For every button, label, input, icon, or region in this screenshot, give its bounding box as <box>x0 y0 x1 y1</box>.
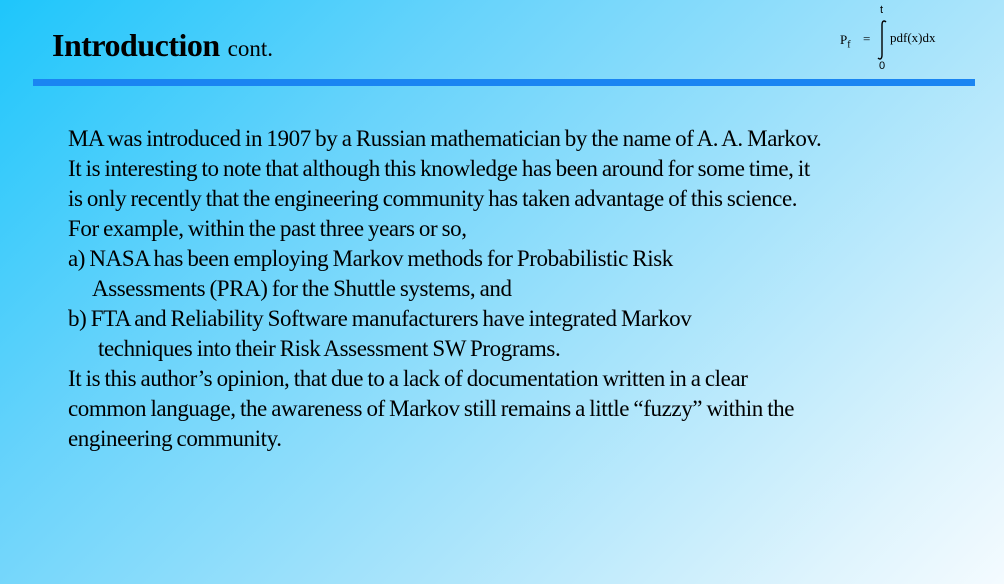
formula-upper-limit: t <box>880 4 884 16</box>
formula-lhs-symbol: P <box>840 32 848 47</box>
slide-title-main: Introduction <box>52 27 220 63</box>
title-divider <box>33 79 975 86</box>
body-line: For example, within the past three years or so, <box>68 216 467 241</box>
body-line: It is interesting to note that although this knowledge has been around for some time, it <box>68 156 810 181</box>
list-item-a: a) NASA has been employing Markov methods for Probabilistic Risk <box>68 246 673 271</box>
formula-integrand: pdf(x)dx <box>890 30 936 45</box>
list-item-b-continuation: techniques into their Risk Assessment SW Programs. <box>98 336 561 361</box>
formula-lower-limit: 0 <box>879 60 886 72</box>
slide-title-suffix: cont. <box>227 36 274 61</box>
body-line: is only recently that the engineering community has taken advantage of this science. <box>68 186 798 211</box>
body-line: MA was introduced in 1907 by a Russian mathematician by the name of A. A. Markov. <box>68 126 822 151</box>
slide-body <box>68 124 968 454</box>
formula-lhs <box>840 32 851 51</box>
probability-formula <box>838 4 968 78</box>
list-item-a-continuation: Assessments (PRA) for the Shuttle systems, and <box>92 276 512 301</box>
body-line: It is this author’s opinion, that due to a lack of documentation written in a clear <box>68 366 748 391</box>
body-line: common language, the awareness of Markov still remains a little “fuzzy” within the <box>68 396 795 421</box>
formula-lhs-subscript: f <box>847 39 851 51</box>
integral-sign-icon <box>875 19 889 61</box>
list-item-b: b) FTA and Reliability Software manufacturers have integrated Markov <box>68 306 692 331</box>
formula-equals: = <box>863 31 871 46</box>
slide-title <box>52 27 273 64</box>
body-line: engineering community. <box>68 426 282 451</box>
